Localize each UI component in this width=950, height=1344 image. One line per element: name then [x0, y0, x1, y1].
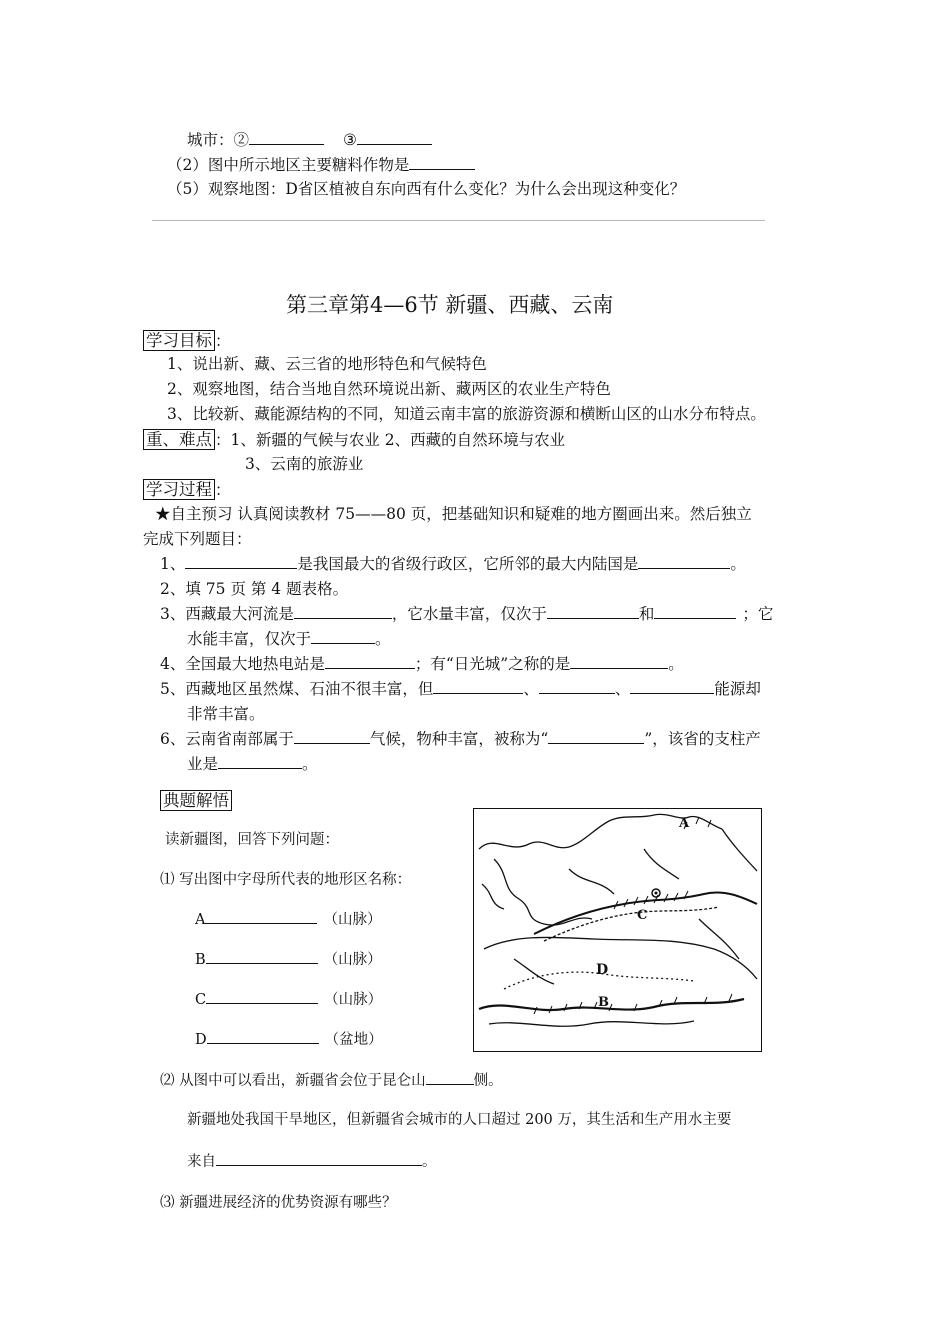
- answer-b: B （山脉）: [195, 948, 382, 969]
- page-title: 第三章第4—6节 新疆、西藏、云南: [286, 293, 614, 317]
- basin-outline: [484, 937, 757, 979]
- border-line: [722, 829, 757, 871]
- key-points-heading: 重、难点: [143, 429, 215, 450]
- question-6: 6、云南省南部属于 气候，物种丰富，被称为“ ”，该省的支柱产: [160, 730, 761, 748]
- answer-blank[interactable]: [570, 654, 668, 669]
- question-5: 5、西藏地区虽然煤、石油不很丰富，但 、 、 能源却: [160, 680, 761, 698]
- answer-a: A （山脉）: [195, 908, 381, 929]
- sugar-crop-question: （2）图中所示地区主要糖料作物是: [167, 153, 475, 175]
- key-points: 重、难点 ：1、新疆的气候与农业 2、西藏的自然环境与农业: [143, 426, 565, 450]
- objective-item: 3、比较新、藏能源结构的不同，知道云南丰富的旅游资源和横断山区的山水分布特点。: [167, 405, 766, 423]
- answer-blank[interactable]: [433, 679, 523, 694]
- answer-blank[interactable]: [357, 130, 432, 145]
- answer-blank[interactable]: [409, 155, 475, 170]
- example-heading: 典题解悟: [160, 787, 232, 811]
- map-label-c: C: [637, 908, 648, 923]
- preview-intro: ★自主预习 认真阅读教材 75——80 页，把基础知识和疑难的地方圈画出来。然后独立: [155, 505, 752, 523]
- river-line: [699, 919, 739, 959]
- answer-blank[interactable]: [547, 604, 639, 619]
- answer-blank[interactable]: [185, 554, 297, 569]
- preview-intro: 完成下列题目：: [143, 530, 252, 548]
- answer-c: C （山脉）: [195, 988, 382, 1009]
- question-5-cont: 非常丰富。: [187, 705, 265, 723]
- process-heading: 学习过程 ：: [143, 476, 231, 500]
- question-3-cont: 水能丰富，仅次于 。: [187, 630, 391, 648]
- tianshan-ridge: [544, 907, 719, 941]
- answer-blank[interactable]: [548, 729, 644, 744]
- map-label-a: A: [679, 816, 690, 831]
- example-question-2-text: 新疆地处我国干旱地区，但新疆省会城市的人口超过 200 万，其生活和生产用水主要: [187, 1112, 732, 1128]
- example-question-3: ⑶ 新疆进展经济的优势资源有哪些？: [160, 1195, 397, 1211]
- question-1: 1、 是我国最大的省级行政区，它所邻的最大内陆国是 。: [160, 555, 746, 573]
- objective-item: 2、观察地图，结合当地自然环境说出新、藏两区的农业生产特色: [167, 380, 611, 398]
- answer-blank[interactable]: [205, 909, 317, 924]
- example-intro: 读新疆图，回答下列问题：: [165, 832, 339, 848]
- example-question-2: ⑵ 从图中可以看出，新疆省会位于昆仑山 侧。: [160, 1069, 503, 1090]
- city-question: 城市：② ③: [187, 128, 432, 150]
- map-label-d: D: [596, 962, 609, 978]
- example-question-2-cont: 来自 。: [187, 1150, 437, 1171]
- answer-blank[interactable]: [216, 1151, 422, 1166]
- objective-item: 1、说出新、藏、云三省的地形特色和气候特色: [167, 355, 487, 373]
- river-line: [644, 849, 679, 879]
- question-3: 3、西藏最大河流是 ，它水量丰富，仅次于 和 ；它: [160, 605, 774, 623]
- answer-blank[interactable]: [539, 679, 615, 694]
- answer-blank[interactable]: [207, 1029, 319, 1044]
- answer-blank[interactable]: [206, 989, 318, 1004]
- border-line: [482, 884, 504, 909]
- answer-blank[interactable]: [206, 949, 318, 964]
- answer-blank[interactable]: [426, 1070, 474, 1085]
- xinjiang-map: [473, 808, 762, 1052]
- key-point-item: 3、云南的旅游业: [245, 455, 364, 473]
- map-label-b: B: [598, 995, 609, 1010]
- question-4: 4、全国最大地热电站是 ；有“日光城”之称的是 。: [160, 655, 684, 673]
- vegetation-question: （5）观察地图：D省区植被自东向西有什么变化？为什么会出现这种变化？: [167, 180, 686, 198]
- answer-blank[interactable]: [311, 629, 375, 644]
- answer-blank[interactable]: [630, 679, 714, 694]
- river-line: [569, 869, 614, 894]
- answer-blank[interactable]: [294, 604, 392, 619]
- question-2: 2、填 75 页 第 4 题表格。: [160, 580, 349, 598]
- answer-blank[interactable]: [638, 554, 730, 569]
- objectives-heading: 学习目标 ：: [143, 327, 231, 351]
- answer-blank[interactable]: [249, 130, 324, 145]
- kunlun-ridge: [489, 1021, 694, 1026]
- answer-blank[interactable]: [325, 654, 415, 669]
- answer-d: D （盆地）: [195, 1028, 383, 1049]
- river-line: [514, 959, 554, 984]
- example-question-1: ⑴ 写出图中字母所代表的地形区名称：: [160, 872, 412, 888]
- answer-line[interactable]: [152, 220, 765, 221]
- answer-blank[interactable]: [294, 729, 370, 744]
- question-6-cont: 业是 。: [187, 755, 318, 773]
- answer-blank[interactable]: [218, 754, 302, 769]
- answer-blank[interactable]: [654, 604, 736, 619]
